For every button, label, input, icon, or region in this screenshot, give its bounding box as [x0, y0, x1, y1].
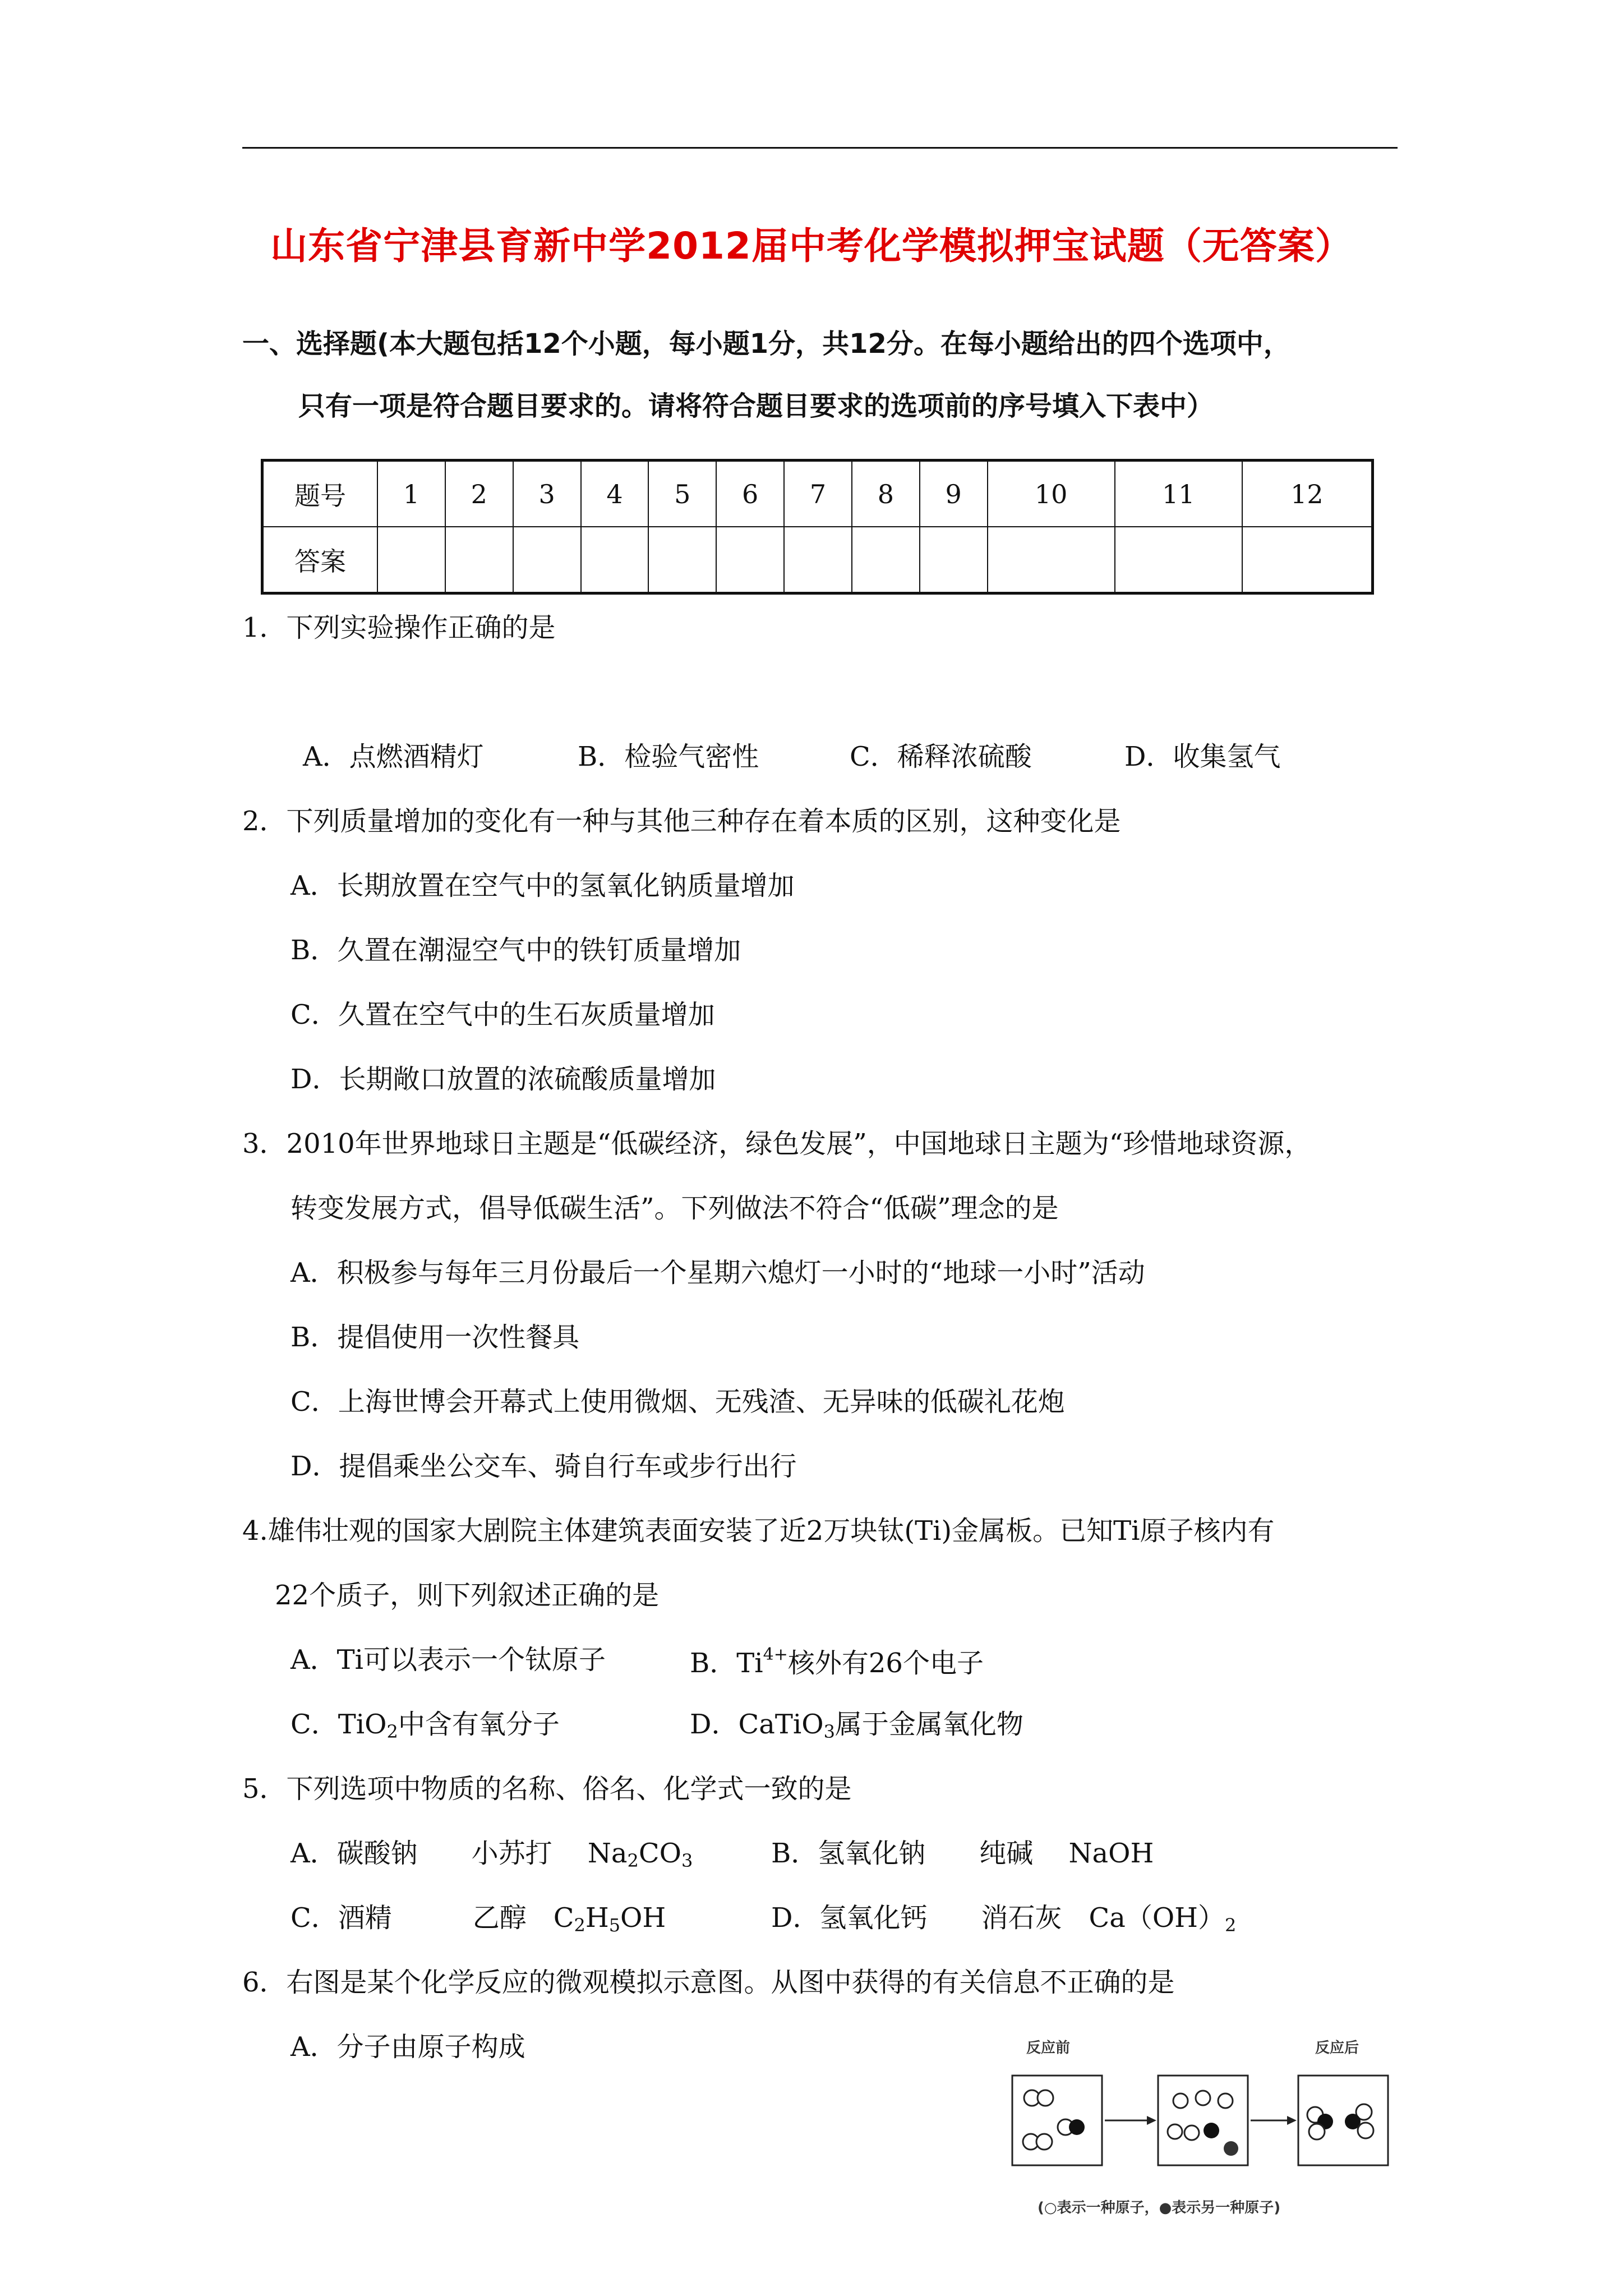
q6-option-a: A．分子由原子构成	[291, 2031, 525, 2063]
answer-table	[261, 459, 1374, 595]
q6-stem: 6．右图是某个化学反应的微观模拟示意图。从图中获得的有关信息不正确的是	[242, 1967, 1175, 1998]
white-atom	[1309, 2124, 1325, 2139]
table-cell: 9	[920, 461, 988, 527]
q4-stem-line2: 22个质子，则下列叙述正确的是	[275, 1580, 660, 1611]
q1-option-b: B．检验气密性	[578, 741, 759, 772]
q3-option-a: A．积极参与每年三月份最后一个星期六熄灯一小时的“地球一小时”活动	[291, 1257, 1145, 1289]
q1-option-c: C．稀释浓硫酸	[850, 741, 1032, 772]
q2-option-a: A．长期放置在空气中的氢氧化钠质量增加	[291, 870, 795, 901]
q5-option-c: C．酒精 乙醇 $C_2H_5OH$	[291, 1902, 666, 1936]
q2-option-b: B．久置在潮湿空气中的铁钉质量增加	[291, 935, 741, 966]
arrow-2-head	[1287, 2116, 1297, 2125]
section-heading-line1: 一、选择题(本大题包括12个小题，每小题1分，共12分。在每小题给出的四个选项中，	[242, 328, 1290, 360]
table-row	[262, 527, 1373, 593]
table-cell: 3	[513, 461, 581, 527]
q1-option-a: A．点燃酒精灯	[303, 741, 484, 772]
figure-caption: (○表示一种原子，●表示另一种原子)	[1038, 2200, 1281, 2216]
q5-option-a: A．碳酸钠 小苏打 $Na_2CO_3$	[291, 1838, 693, 1871]
table-cell: 4	[581, 461, 649, 527]
q2-stem: 2．下列质量增加的变化有一种与其他三种存在着本质的区别，这种变化是	[242, 806, 1121, 837]
table-cell: 12	[1242, 461, 1373, 527]
table-cell: 5	[648, 461, 716, 527]
q1-option-d: D．收集氢气	[1124, 741, 1281, 772]
answer-cell[interactable]	[1115, 527, 1242, 593]
reaction-figure	[1009, 2036, 1402, 2221]
q4-option-d: D．CaTiO$_3$属于金属氧化物	[690, 1709, 1023, 1742]
white-atom	[1358, 2123, 1373, 2138]
q4-stem-line1: 4.雄伟壮观的国家大剧院主体建筑表面安装了近2万块钛(Ti)金属板。已知Ti原子核内有	[242, 1515, 1275, 1547]
table-cell: 11	[1115, 461, 1242, 527]
q2-option-d: D．长期敞口放置的浓硫酸质量增加	[291, 1064, 716, 1095]
answer-cell[interactable]	[920, 527, 988, 593]
q3-stem-line1: 3．2010年世界地球日主题是“低碳经济，绿色发展”，中国地球日主题为“珍惜地球资源，	[242, 1128, 1312, 1159]
q4-option-b: B．$Ti^{4+}$核外有26个电子	[690, 1645, 984, 1679]
black-atom	[1224, 2141, 1238, 2156]
q4-option-c: C．TiO$_2$中含有氧分子	[291, 1709, 560, 1742]
answer-cell[interactable]	[377, 527, 445, 593]
q1-stem: 1．下列实验操作正确的是	[242, 612, 556, 643]
q3-option-c: C．上海世博会开幕式上使用微烟、无残渣、无异味的低碳礼花炮	[291, 1386, 1065, 1418]
white-atom	[1168, 2124, 1182, 2139]
figure-after-label: 反应后	[1315, 2040, 1359, 2056]
white-atom	[1196, 2091, 1210, 2105]
answer-cell[interactable]	[1242, 527, 1373, 593]
answer-cell[interactable]	[445, 527, 513, 593]
answer-cell[interactable]	[513, 527, 581, 593]
q3-option-d: D．提倡乘坐公交车、骑自行车或步行出行	[291, 1451, 797, 1482]
white-atom	[1184, 2125, 1199, 2140]
table-cell: 8	[852, 461, 920, 527]
section-heading-line2: 只有一项是符合题目要求的。请将符合题目要求的选项前的序号填入下表中）	[298, 390, 1214, 422]
black-atom	[1204, 2123, 1219, 2138]
table-cell: 7	[784, 461, 852, 527]
table-cell: 6	[716, 461, 784, 527]
table-cell: 2	[445, 461, 513, 527]
black-atom	[1069, 2119, 1085, 2135]
white-atom	[1218, 2093, 1233, 2108]
q3-stem-line2: 转变发展方式，倡导低碳生活”。下列做法不符合“低碳”理念的是	[291, 1193, 1059, 1224]
q5-stem: 5．下列选项中物质的名称、俗名、化学式一致的是	[242, 1773, 852, 1805]
answer-cell[interactable]	[716, 527, 784, 593]
q2-option-c: C．久置在空气中的生石灰质量增加	[291, 999, 715, 1030]
q5-option-d: D．氢氧化钙 消石灰 $Ca(OH)_2$	[771, 1902, 1237, 1936]
page-title: 山东省宁津县育新中学2012届中考化学模拟押宝试题（无答案）	[270, 224, 1353, 268]
q4-option-a: A．Ti可以表示一个钛原子	[291, 1644, 606, 1676]
q3-option-b: B．提倡使用一次性餐具	[291, 1322, 580, 1353]
answer-cell[interactable]	[784, 527, 852, 593]
table-header-number: 题号	[262, 461, 378, 527]
table-row	[262, 461, 1373, 527]
top-rule	[242, 147, 1398, 149]
white-atom	[1173, 2093, 1188, 2108]
figure-before-label: 反应前	[1026, 2040, 1071, 2056]
before-box	[1012, 2076, 1102, 2165]
table-cell: 1	[377, 461, 445, 527]
q5-option-b: B．氢氧化钠 纯碱 NaOH	[771, 1838, 1154, 1869]
table-header-answer: 答案	[262, 527, 378, 593]
answer-cell[interactable]	[988, 527, 1115, 593]
table-cell: 10	[988, 461, 1115, 527]
white-atom	[1038, 2090, 1053, 2106]
answer-cell[interactable]	[852, 527, 920, 593]
reaction-diagram	[1009, 2059, 1402, 2216]
answer-cell[interactable]	[648, 527, 716, 593]
white-atom	[1036, 2134, 1052, 2150]
arrow-1-head	[1147, 2116, 1156, 2125]
answer-cell[interactable]	[581, 527, 649, 593]
